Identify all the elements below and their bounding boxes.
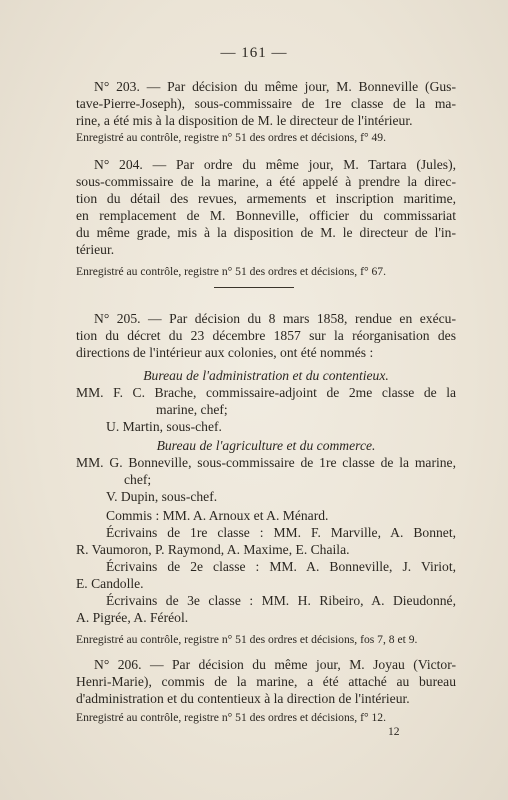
page-number: — 161 — <box>220 45 288 61</box>
entry-205-line-2: tion du décret du 23 décembre 1857 sur la réorganisation des <box>76 328 456 343</box>
entry-204-line-5: du même grade, mis à la disposition de M. le directeur de l'in- <box>76 225 456 240</box>
bureau-agri-line-1: MM. G. Bonneville, sous-commissaire de 1re classe de la marine, <box>76 455 456 470</box>
entry-203-registered: Enregistré au contrôle, registre n° 51 des ordres et décisions, f° 49. <box>76 131 386 144</box>
entry-206-line-3: d'administration et du contentieux à la direction de l'intérieur. <box>76 691 410 706</box>
bureau-agri-line-3: V. Dupin, sous-chef. <box>106 489 218 504</box>
entry-204-line-1: N° 204. — Par ordre du même jour, M. Tartara (Jules), <box>94 157 456 172</box>
bureau-agri-line-2: chef; <box>124 472 152 487</box>
bureau-agri-heading: Bureau de l'agriculture et du commerce. <box>156 438 376 453</box>
entry-205-line-3: directions de l'intérieur aux colonies, ont été nommés : <box>76 345 374 360</box>
entry-203-line-2: tave-Pierre-Joseph), sous-commissaire de 1re classe de la ma- <box>76 96 456 111</box>
entry-203-line-1: N° 203. — Par décision du même jour, M. Bonneville (Gus- <box>94 79 456 94</box>
bureau-admin-line-1: MM. F. C. Brache, commissaire-adjoint de 2me classe de la <box>76 385 456 400</box>
bureau-admin-heading: Bureau de l'administration et du contentieux. <box>143 368 389 383</box>
entry-203-line-3: rine, a été mis à la disposition de M. le directeur de l'intérieur. <box>76 113 413 128</box>
ecrivains-3-line-1: Écrivains de 3e classe : MM. H. Ribeiro, A. Dieudonné, <box>106 593 456 608</box>
ecrivains-2-line-1: Écrivains de 2e classe : MM. A. Bonneville, J. Viriot, <box>106 559 456 574</box>
entry-206-line-1: N° 206. — Par décision du même jour, M. Joyau (Victor- <box>94 657 456 672</box>
ecrivains-2-line-2: E. Candolle. <box>76 576 144 591</box>
bureau-admin-line-3: U. Martin, sous-chef. <box>106 419 222 434</box>
ecrivains-1-line-2: R. Vaumoron, P. Raymond, A. Maxime, E. Chaila. <box>76 542 350 557</box>
entry-204-line-4: en remplacement de M. Bonneville, officier du commissariat <box>76 208 456 223</box>
ecrivains-1-line-1: Écrivains de 1re classe : MM. F. Marville, A. Bonnet, <box>106 525 456 540</box>
entry-206-line-2: Henri-Marie), commis de la marine, a été attaché au bureau <box>76 674 456 689</box>
entry-204-registered: Enregistré au contrôle, registre n° 51 des ordres et décisions, f° 67. <box>76 265 386 278</box>
entry-205-line-1: N° 205. — Par décision du 8 mars 1858, rendue en exécu- <box>94 311 456 326</box>
entry-206 <box>76 656 456 725</box>
entry-204 <box>76 156 456 279</box>
entry-205 <box>76 310 456 647</box>
signature-mark: 12 <box>388 725 400 738</box>
section-divider <box>214 287 294 288</box>
entry-206-registered: Enregistré au contrôle, registre n° 51 des ordres et décisions, f° 12. <box>76 711 386 724</box>
commis-line: Commis : MM. A. Arnoux et A. Ménard. <box>106 508 329 523</box>
entry-204-line-3: tion du détail des revues, armements et inscription maritime, <box>76 191 456 206</box>
entry-204-line-6: térieur. <box>76 242 115 257</box>
entry-203 <box>76 78 456 145</box>
entry-204-line-2: sous-commissaire de la marine, a été appelé à prendre la direc- <box>76 174 456 189</box>
entry-205-registered: Enregistré au contrôle, registre n° 51 des ordres et décisions, fos 7, 8 et 9. <box>76 633 418 646</box>
ecrivains-3-line-2: A. Pigrée, A. Féréol. <box>76 610 189 625</box>
bureau-admin-line-2: marine, chef; <box>156 402 228 417</box>
